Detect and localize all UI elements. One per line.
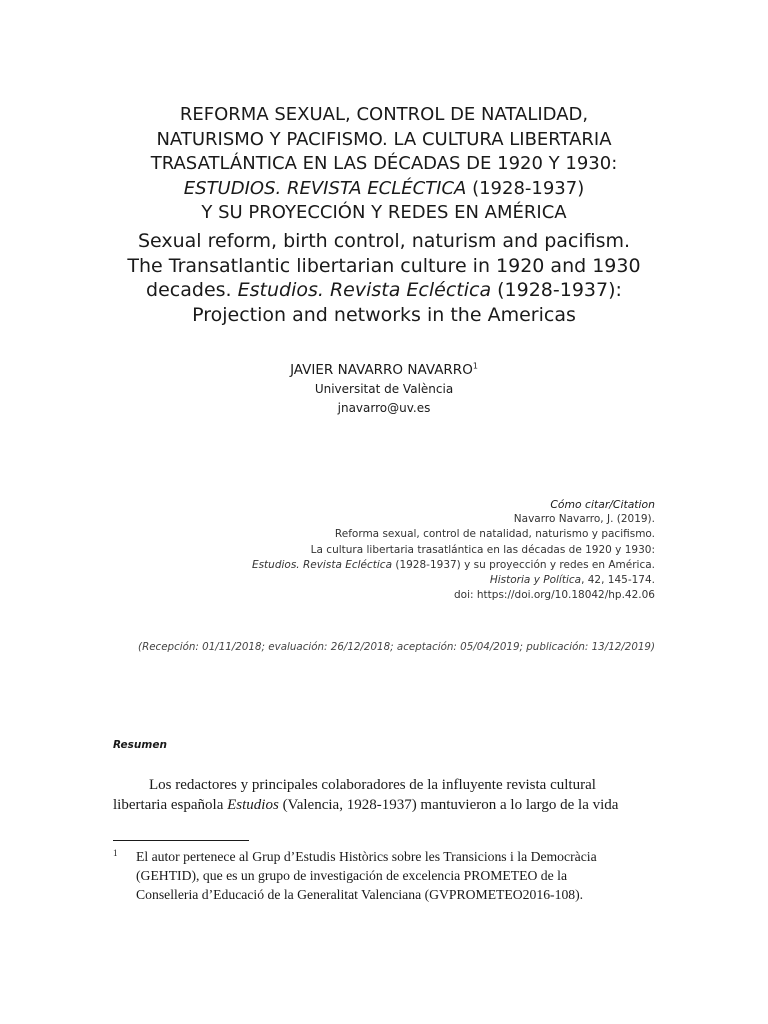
author-affiliation: Universitat de València (314, 382, 454, 396)
journal-name: Estudios (227, 797, 279, 813)
footnote-body (136, 847, 655, 904)
spanish-title-line: TRASATLÁNTICA EN LAS DÉCADAS DE 1920 Y 1930: (150, 153, 618, 175)
citation-block (155, 497, 655, 603)
footnote-mark: 1 (113, 848, 118, 858)
citation-text: , 42, 145-174. (581, 574, 655, 587)
author-block (184, 360, 584, 418)
abstract-text-segment: (Valencia, 1928-1937) mantuvieron a lo largo de la vida (278, 797, 619, 813)
english-title (100, 229, 668, 327)
abstract-line (113, 795, 655, 815)
spanish-title (100, 103, 668, 226)
journal-name: Estudios. Revista Ecléctica (251, 558, 393, 571)
footnote-line: El autor pertenece al Grup d’Estudis Històrics sobre les Transicions i la Democràcia (136, 849, 597, 864)
citation-line: Navarro Navarro, J. (2019). (513, 513, 655, 526)
spanish-title-line: Y SU PROYECCIÓN Y REDES EN AMÉRICA (201, 202, 567, 224)
english-title-line: Sexual reform, birth control, naturism and pacifism. (137, 230, 631, 252)
footnote-line: (GEHTID), que es un grupo de investigación de excelencia PROMETEO de la (136, 868, 568, 883)
journal-name: ESTUDIOS. REVISTA ECLÉCTICA (183, 177, 467, 199)
footnote-divider (113, 840, 249, 841)
author-name: JAVIER NAVARRO NAVARRO (290, 362, 473, 378)
footnote-reference[interactable]: 1 (472, 361, 478, 371)
author-email[interactable]: jnavarro@uv.es (337, 401, 431, 415)
citation-line (155, 573, 655, 588)
author-name-line (184, 360, 584, 380)
spanish-title-line: NATURISMO Y PACIFISMO. LA CULTURA LIBERTARIA (156, 128, 612, 150)
journal-years: (1928-1937): (491, 279, 622, 301)
spanish-title-line: REFORMA SEXUAL, CONTROL DE NATALIDAD, (179, 104, 589, 125)
citation-line: La cultura libertaria trasatlántica en las décadas de 1920 y 1930: (310, 543, 655, 556)
citation-text: (1928-1937) y su proyección y redes en América. (392, 558, 655, 571)
english-title-line (100, 278, 668, 303)
spanish-title-line (100, 177, 668, 202)
doi-link[interactable]: doi: https://doi.org/10.18042/hp.42.06 (454, 589, 655, 602)
journal-name: Estudios. Revista Ecléctica (237, 279, 492, 301)
journal-years: (1928-1937) (466, 177, 585, 199)
english-title-line: Projection and networks in the Americas (192, 303, 576, 326)
publication-name: Historia y Política (489, 574, 582, 587)
citation-heading: Cómo citar/Citation (550, 498, 655, 511)
submission-dates: (Recepción: 01/11/2018; evaluación: 26/12/2018; aceptación: 05/04/2019; publicación: 13/12/2019) (138, 641, 655, 653)
english-title-line: The Transatlantic libertarian culture in 1920 and 1930 (127, 254, 641, 277)
abstract-heading: Resumen (113, 739, 167, 751)
citation-line: Reforma sexual, control de natalidad, naturismo y pacifismo. (334, 528, 655, 541)
english-title-text: decades. (146, 279, 238, 301)
citation-line (155, 558, 655, 573)
abstract-line: Los redactores y principales colaboradores de la influyente revista cultural (149, 777, 596, 793)
footnote (113, 847, 655, 904)
abstract-text-segment: libertaria española (113, 797, 228, 813)
abstract-text (113, 775, 655, 815)
footnote-line: Conselleria d’Educació de la Generalitat Valenciana (GVPROMETEO2016-108). (136, 887, 584, 902)
